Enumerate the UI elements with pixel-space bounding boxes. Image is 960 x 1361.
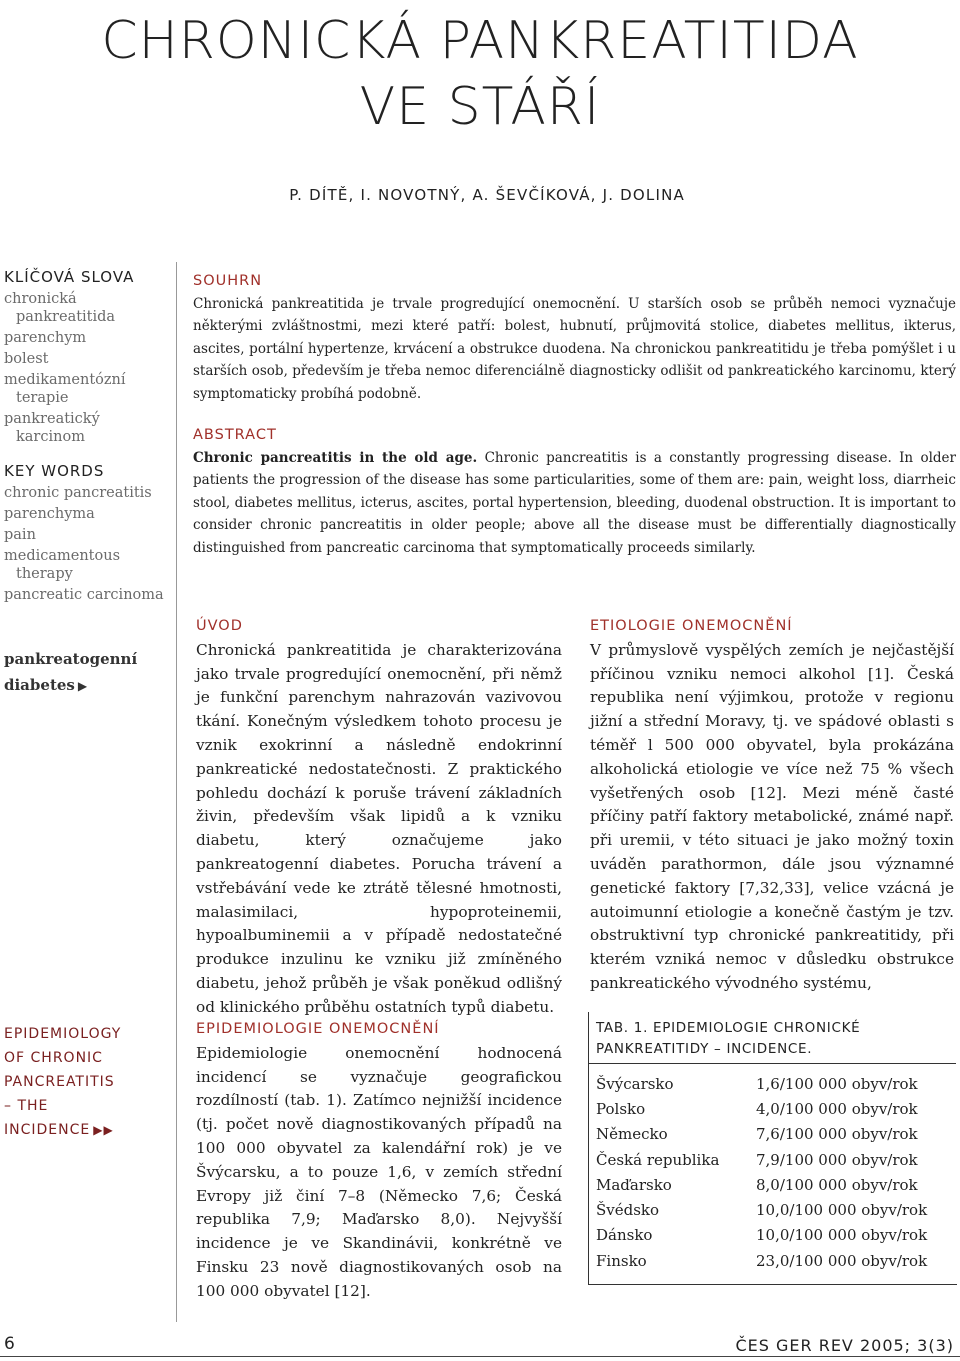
abstract-heading: ABSTRACT bbox=[193, 427, 277, 443]
country-cell: Švýcarsko bbox=[596, 1075, 674, 1093]
epi-label-line: PANCREATITIS bbox=[4, 1074, 115, 1090]
incidence-cell: 7,9/100 000 obyv/rok bbox=[756, 1151, 918, 1169]
keywords-en-heading: KEY WORDS bbox=[4, 462, 105, 480]
keyword-cz: medikamentózní terapie bbox=[4, 372, 126, 406]
keyword-en: parenchyma bbox=[4, 506, 95, 522]
related-link[interactable] bbox=[4, 646, 172, 699]
epi-label-line: – THE bbox=[4, 1098, 49, 1114]
epidemiology-section bbox=[196, 1018, 562, 1304]
epi-label-line: INCIDENCE bbox=[4, 1122, 91, 1138]
etiology-heading: ETIOLOGIE ONEMOCNĚNÍ bbox=[590, 618, 793, 634]
related-line-1: pankreatogenní bbox=[4, 650, 138, 668]
incidence-cell: 4,0/100 000 obyv/rok bbox=[756, 1100, 918, 1118]
keyword-cz: chronická pankreatitida bbox=[4, 291, 116, 325]
abstract-title: Chronic pancreatitis in the old age. bbox=[193, 449, 478, 466]
country-cell: Německo bbox=[596, 1125, 668, 1143]
country-cell: Česká republika bbox=[596, 1151, 720, 1169]
incidence-cell: 1,6/100 000 obyv/rok bbox=[756, 1075, 918, 1093]
abstract-text: Chronic pancreatitis is a constantly progressing disease. In older patients the progression of the disease has some particularities, some of them are: pain, weight loss, diarrheic stool, diabetes mellitus, icterus, ascites, portal hypertension, bleeding, duodenal obstruction. It is important to consider chronic pancreatitis in older people; above all the disease must be differentially diagnostically distinguished from pancreatic carcinoma that symptomatically proceeds similarly. bbox=[193, 449, 956, 556]
keywords-sidebar bbox=[4, 268, 172, 699]
table-caption-rule bbox=[588, 1063, 956, 1064]
incidence-cell: 23,0/100 000 obyv/rok bbox=[756, 1252, 928, 1270]
intro-text: Chronická pankreatitida je charakterizována jako trvale progredující onemocnění, při němž je funkční parenchym nahrazován vazivovou tkání. Konečným výsledkem tohoto procesu je vznik exokrinní a následně endokrinní pankreatické nedostatečnosti. Z praktického pohledu dochází k poruše trávení základních živin, především však lipidů a k vzniku diabetu, který označujeme jako pankreatogenní diabetes. Porucha trávení a vstřebávání vede ke ztrátě tělesné hmotnosti, malasimilaci, hypoproteinemii, hypoalbuminemii a v případě nedostatečné produkce inzulinu ke vzniku již zmíněného diabetu, jehož průběh je však poněkud odlišný od klinického průběhu ostatních typů diabetu. bbox=[196, 640, 562, 1016]
keyword-en: pain bbox=[4, 527, 36, 543]
intro-section bbox=[196, 615, 562, 1020]
keywords-cz-heading: KLÍČOVÁ SLOVA bbox=[4, 268, 135, 286]
intro-heading: ÚVOD bbox=[196, 618, 243, 634]
country-cell: Finsko bbox=[596, 1252, 647, 1270]
abstract-section bbox=[193, 424, 956, 559]
keyword-cz: bolest bbox=[4, 351, 49, 367]
incidence-cell: 10,0/100 000 obyv/rok bbox=[756, 1226, 928, 1244]
keyword-cz: pankreatický karcinom bbox=[4, 411, 100, 445]
country-cell: Dánsko bbox=[596, 1226, 653, 1244]
incidence-cell: 10,0/100 000 obyv/rok bbox=[756, 1201, 928, 1219]
keyword-en: pancreatic carcinoma bbox=[4, 587, 164, 603]
page-number: 6 bbox=[4, 1334, 15, 1354]
country-cell: Maďarsko bbox=[596, 1176, 672, 1194]
epi-label-line: EPIDEMIOLOGY bbox=[4, 1026, 122, 1042]
authors: P. DÍTĚ, I. NOVOTNÝ, A. ŠEVČÍKOVÁ, J. DOLINA bbox=[289, 186, 685, 204]
epidemiology-sidebar-label[interactable] bbox=[4, 1022, 172, 1142]
article-title bbox=[0, 8, 960, 140]
keyword-en: medicamentous therapy bbox=[4, 548, 121, 582]
summary-text: Chronická pankreatitida je trvale progredující onemocnění. U starších osob se průběh nemoci vyznačuje některými zvláštnostmi, mezi které patří: bolest, hubnutí, průjmovitá stolice, diabetes mellitus, ikterus, ascites, portální hypertenze, krvácení a obstrukce duodena. Na chronickou pankreatitidu je třeba pomýšlet i u starších osob, především je třeba nemoc diferenciálně diagnosticky odlišit od pankreatického karcinomu, který symptomaticky probíhá podobně. bbox=[193, 295, 956, 402]
epidemiology-text: Epidemiologie onemocnění hodnocená incidencí se vyznačuje geografickou rozdílností (tab. 1). Zatímco nejnižší incidence (tj. počet nově diagnostikovaných případů na 100 000 obyvatel za kalendářní rok) je ve Švýcarsku, a to pouze 1,6, v zemích střední Evropy již činí 7–8 (Německo 7,6; Česká republika 7,9; Maďarsko 8,0). Nejvyšší incidence je ve Skandinávii, konkrétně ve Finsku 23 nově diagnostikovaných osob na 100 000 obyvatel [12]. bbox=[196, 1043, 562, 1300]
keyword-en: chronic pancreatitis bbox=[4, 485, 152, 501]
summary-heading: SOUHRN bbox=[193, 273, 263, 289]
country-cell: Švédsko bbox=[596, 1201, 660, 1219]
title-line-2: VE STÁŘÍ bbox=[359, 77, 601, 137]
epi-label-line: OF CHRONIC bbox=[4, 1050, 103, 1066]
keyword-cz: parenchym bbox=[4, 330, 87, 346]
incidence-cell: 8,0/100 000 obyv/rok bbox=[756, 1176, 918, 1194]
etiology-section bbox=[590, 615, 954, 996]
etiology-text: V průmyslově vyspělých zemích je nejčastější příčinou vzniku nemoci alkohol [1]. Česká republika není výjimkou, protože v regionu jižní a střední Moravy, tj. ve spádové oblasti s téměř l 500 000 obyvatel, byla prokázána alkoholická etiologie ve více než 75 % všech vyšetřených osob [12]. Mezi méně časté příčiny patří faktory metabolické, známé např. při uremii, v této situaci je jako možný toxin uváděn parathormon, dále jsou významné genetické faktory [7,32,33], velice vzácná je autoimunní etiologie a konečně častým je tzv. obstruktivní typ chronické pankreatitidy, při kterém vzniká nemoc v důsledku obstrukce pankreatického vývodného systému, bbox=[590, 640, 954, 992]
footer-rule bbox=[0, 1356, 960, 1357]
incidence-cell: 7,6/100 000 obyv/rok bbox=[756, 1125, 918, 1143]
double-arrow-right-icon: ▶▶ bbox=[93, 1123, 114, 1137]
table-caption: TAB. 1. EPIDEMIOLOGIE CHRONICKÉ PANKREATITIDY – INCIDENCE. bbox=[596, 1020, 861, 1057]
arrow-right-icon: ▶ bbox=[77, 679, 88, 693]
title-line-1: CHRONICKÁ PANKREATITIDA bbox=[101, 11, 859, 71]
epidemiology-heading: EPIDEMIOLOGIE ONEMOCNĚNÍ bbox=[196, 1021, 440, 1037]
summary-section bbox=[193, 270, 956, 405]
column-divider bbox=[176, 262, 177, 1322]
journal-citation: ČES GER REV 2005; 3(3) bbox=[735, 1336, 954, 1355]
country-cell: Polsko bbox=[596, 1100, 646, 1118]
related-line-2: diabetes bbox=[4, 676, 75, 694]
